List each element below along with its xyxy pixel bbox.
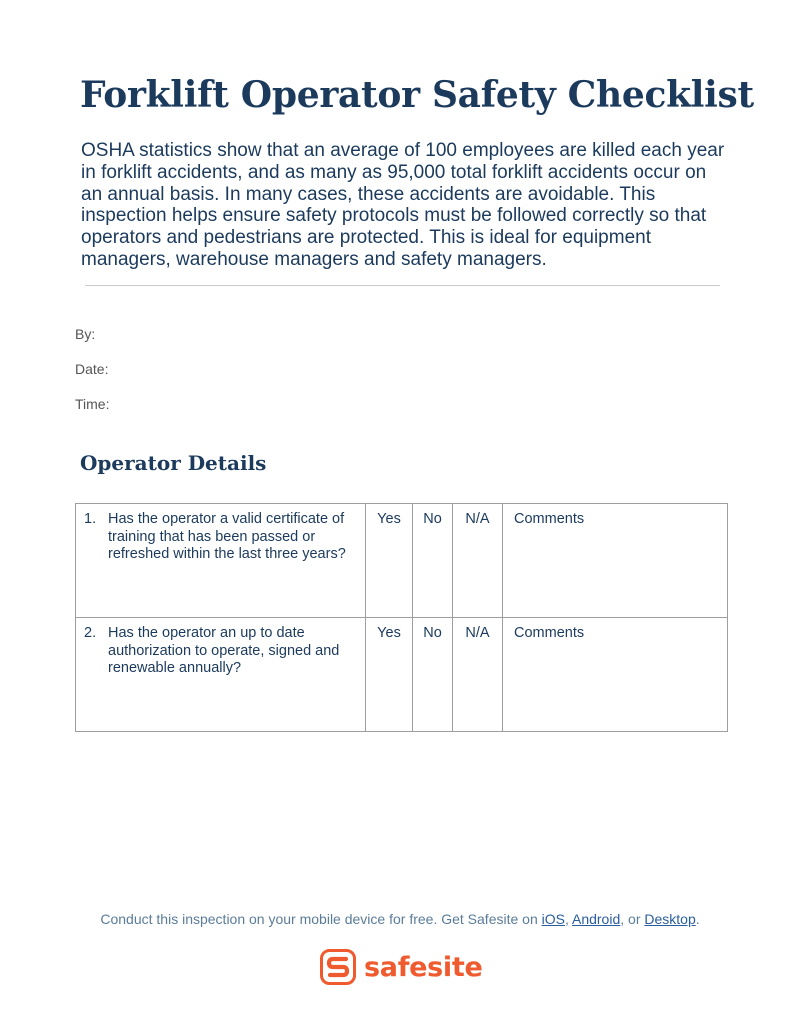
android-link[interactable]: Android <box>571 911 621 927</box>
question-text: Has the operator a valid certificate of training that has been passed or refreshed within the last three years? <box>108 511 346 562</box>
question-number: 2. <box>84 625 97 641</box>
yes-option[interactable]: Yes <box>366 504 413 618</box>
question-cell <box>76 504 366 618</box>
intro-paragraph: OSHA statistics show that an average of 100 employees are killed each year in forklift accidents, and as many as 95,000 total forklift accidents occur on an annual basis. In many cases, these accidents are avoidable. This inspection helps ensure safety protocols must be followed correctly so that operators and pedestrians are protected. This is ideal for equipment managers, warehouse managers and safety managers. <box>81 140 725 270</box>
no-option[interactable]: No <box>413 618 453 732</box>
logo-text: safesite <box>364 951 483 983</box>
comments-field[interactable]: Comments <box>503 618 728 732</box>
ios-link[interactable]: iOS <box>541 911 565 927</box>
checklist-table <box>75 503 728 732</box>
safesite-logo-icon <box>320 949 356 985</box>
no-option[interactable]: No <box>413 504 453 618</box>
yes-option[interactable]: Yes <box>366 618 413 732</box>
safesite-logo <box>320 948 483 986</box>
question-cell <box>76 618 366 732</box>
footer-separator: , <box>564 911 572 927</box>
section-title: Operator Details <box>80 451 267 475</box>
footer-text: Conduct this inspection on your mobile device for free. Get Safesite on <box>100 911 542 927</box>
question-text: Has the operator an up to date authorization to operate, signed and renewable annually? <box>108 625 340 676</box>
na-option[interactable]: N/A <box>453 504 503 618</box>
footer-separator: , or <box>620 911 645 927</box>
comments-field[interactable]: Comments <box>503 504 728 618</box>
by-label: By: <box>75 326 96 342</box>
page-title: Forklift Operator Safety Checklist <box>80 74 754 116</box>
footer-period: . <box>695 911 700 927</box>
desktop-link[interactable]: Desktop <box>644 911 696 927</box>
checklist-row <box>76 504 728 618</box>
question-number: 1. <box>84 511 97 527</box>
footer-note <box>0 911 800 927</box>
date-label: Date: <box>75 361 109 377</box>
time-label: Time: <box>75 396 110 412</box>
divider <box>85 285 720 286</box>
na-option[interactable]: N/A <box>453 618 503 732</box>
checklist-row <box>76 618 728 732</box>
